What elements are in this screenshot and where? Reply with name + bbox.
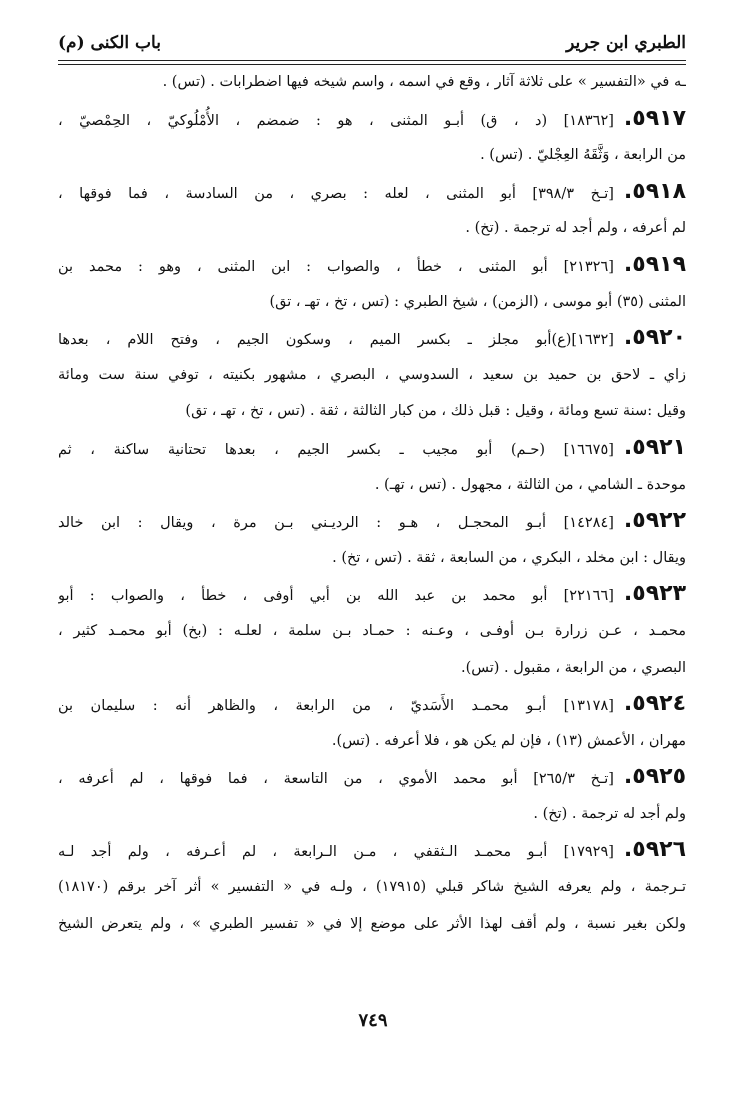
line-text: من الرابعة ، وَثَّقَهُ العِجْليّ . (تس) . <box>480 147 686 164</box>
line-text: [٢١٣٢٦] أبو المثنى ، خطأ ، والصواب : ابن المثنى ، وهو : محمد بن <box>58 258 614 275</box>
line-text: محمـد ، عـن زرارة بـن أوفـى ، وعـنه : حمـاد بـن سلمة ، لعلـه : (بخ) أبو محمـد كثير ، <box>58 622 686 639</box>
line-text: تـرجمة ، ولم يعرفه الشيخ شاكر قبلي (١٧٩١٥) ، ولـه في « التفسير » أثر آخر برقم (١٨١٧٠) <box>58 879 686 896</box>
line-text: البصري ، من الرابعة ، مقبول . (تس). <box>460 659 686 676</box>
text-line <box>58 540 686 577</box>
text-line <box>58 686 686 723</box>
line-text: وقيل :سنة تسع ومائة ، وقيل : قبل ذلك ، من كبار الثالثة ، ثقة . (تس ، تخ ، تهـ ، تق) <box>185 403 686 420</box>
entry-number: ٥٩٢٢. <box>623 508 686 534</box>
running-header <box>58 28 686 58</box>
text-line <box>58 247 686 284</box>
text-line <box>58 869 686 906</box>
entry-number: ٥٩٢٣. <box>623 581 686 607</box>
text-line <box>58 796 686 833</box>
text-line <box>58 357 686 394</box>
text-line <box>58 430 686 467</box>
entry-number: ٥٩٢٦. <box>623 837 686 863</box>
line-text: [١٨٣٦٢] (د ، ق) أبـو المثنى ، هو : ضمضم ، الأُمْلُوكيّ ، الحِمْصيّ ، <box>58 112 614 129</box>
entry-number: ٥٩٢٠. <box>623 325 686 351</box>
text-line <box>58 284 686 321</box>
entries-body <box>58 64 686 942</box>
text-line <box>58 576 686 613</box>
entry-number: ٥٩١٩. <box>623 251 686 277</box>
entry-number: ٥٩٢٥. <box>623 764 686 790</box>
text-line <box>58 906 686 943</box>
text-line <box>58 832 686 869</box>
line-text: موحدة ـ الشامي ، من الثالثة ، مجهول . (تس ، تهـ) . <box>374 476 686 493</box>
line-text: [١٧٩٢٩] أبـو محمـد الـثقفي ، مـن الـرابعة ، لم أعـرفه ، ولم أجد لـه <box>58 844 614 861</box>
entry-number: ٥٩٢٤. <box>623 691 686 717</box>
text-line <box>58 174 686 211</box>
line-text: [١٦٦٧٥] (حـم) أبو مجيب ـ بكسر الجيم ، بعدها تحتانية ساكنة ، ثم <box>58 441 614 458</box>
line-text: ولكن بغير نسبة ، ولم أقف لهذا الأثر على موضع إلا في « تفسير الطبري » ، ولم يتعرض الشيخ <box>58 915 686 932</box>
text-line <box>58 467 686 504</box>
line-text: [تـخ ٣٩٨/٣] أبو المثنى ، لعله : بصري ، من السادسة ، فما فوقها ، <box>58 185 614 202</box>
text-line <box>58 723 686 760</box>
text-line <box>58 101 686 138</box>
entry-number: ٥٩١٨. <box>623 178 686 204</box>
text-line <box>58 320 686 357</box>
text-line <box>58 759 686 796</box>
text-line <box>58 613 686 650</box>
text-line <box>58 210 686 247</box>
header-book-title: الطبري ابن جرير <box>566 33 686 53</box>
header-chapter-title: باب الكنى (م) <box>58 33 161 53</box>
line-text: زاي ـ لاحق بن حميد بن سعيد ، السدوسي ، البصري ، مشهور بكنيته ، توفي سنة ست ومائة <box>58 366 686 383</box>
entry-number: ٥٩٢١. <box>623 434 686 460</box>
line-text: ويقال : ابن مخلد ، البكري ، من السابعة ، ثقة . (تس ، تخ) . <box>332 549 686 566</box>
line-text: [١٦٣٢](ع)أبو مجلز ـ بكسر الميم ، وسكون الجيم ، وفتح اللام ، بعدها <box>58 332 614 349</box>
line-text: [٢٢١٦٦] أبو محمد بن عبد الله بن أبي أوفى ، خطأ ، والصواب : أبو <box>58 588 614 605</box>
line-text: مهران ، الأعمش (١٣) ، فإن لم يكن هو ، فلا أعرفه . (تس). <box>331 732 686 749</box>
line-text: [تـخ ٢٦٥/٣] أبو محمد الأموي ، من التاسعة ، فما فوقها ، لم أعرفه ، <box>58 771 614 788</box>
line-text: ـه في «التفسير » على ثلاثة آثار ، وقع في اسمه ، واسم شيخه فيها اضطرابات . (تس) . <box>162 74 686 90</box>
text-line <box>58 650 686 687</box>
text-line <box>58 137 686 174</box>
text-line <box>58 393 686 430</box>
line-text: [١٣١٧٨] أبـو محمـد الأَسَديّ ، من الرابعة ، والظاهر أنه : سليمان بن <box>58 698 614 715</box>
line-text: [١٤٢٨٤] أبـو المحجـل ، هـو : الرديـني بـن مرة ، ويقال : ابن خالد <box>58 515 614 532</box>
text-line <box>58 503 686 540</box>
text-line <box>58 64 686 101</box>
line-text: ولم أجد له ترجمة . (تخ) . <box>533 805 686 822</box>
page-number: ٧٤٩ <box>358 1010 388 1031</box>
entry-number: ٥٩١٧. <box>623 105 686 131</box>
line-text: المثنى (٣٥) أبو موسى ، (الزمن) ، شيخ الطبري : (تس ، تخ ، تهـ ، تق) <box>269 293 686 310</box>
line-text: لم أعرفه ، ولم أجد له ترجمة . (تخ) . <box>465 220 686 237</box>
